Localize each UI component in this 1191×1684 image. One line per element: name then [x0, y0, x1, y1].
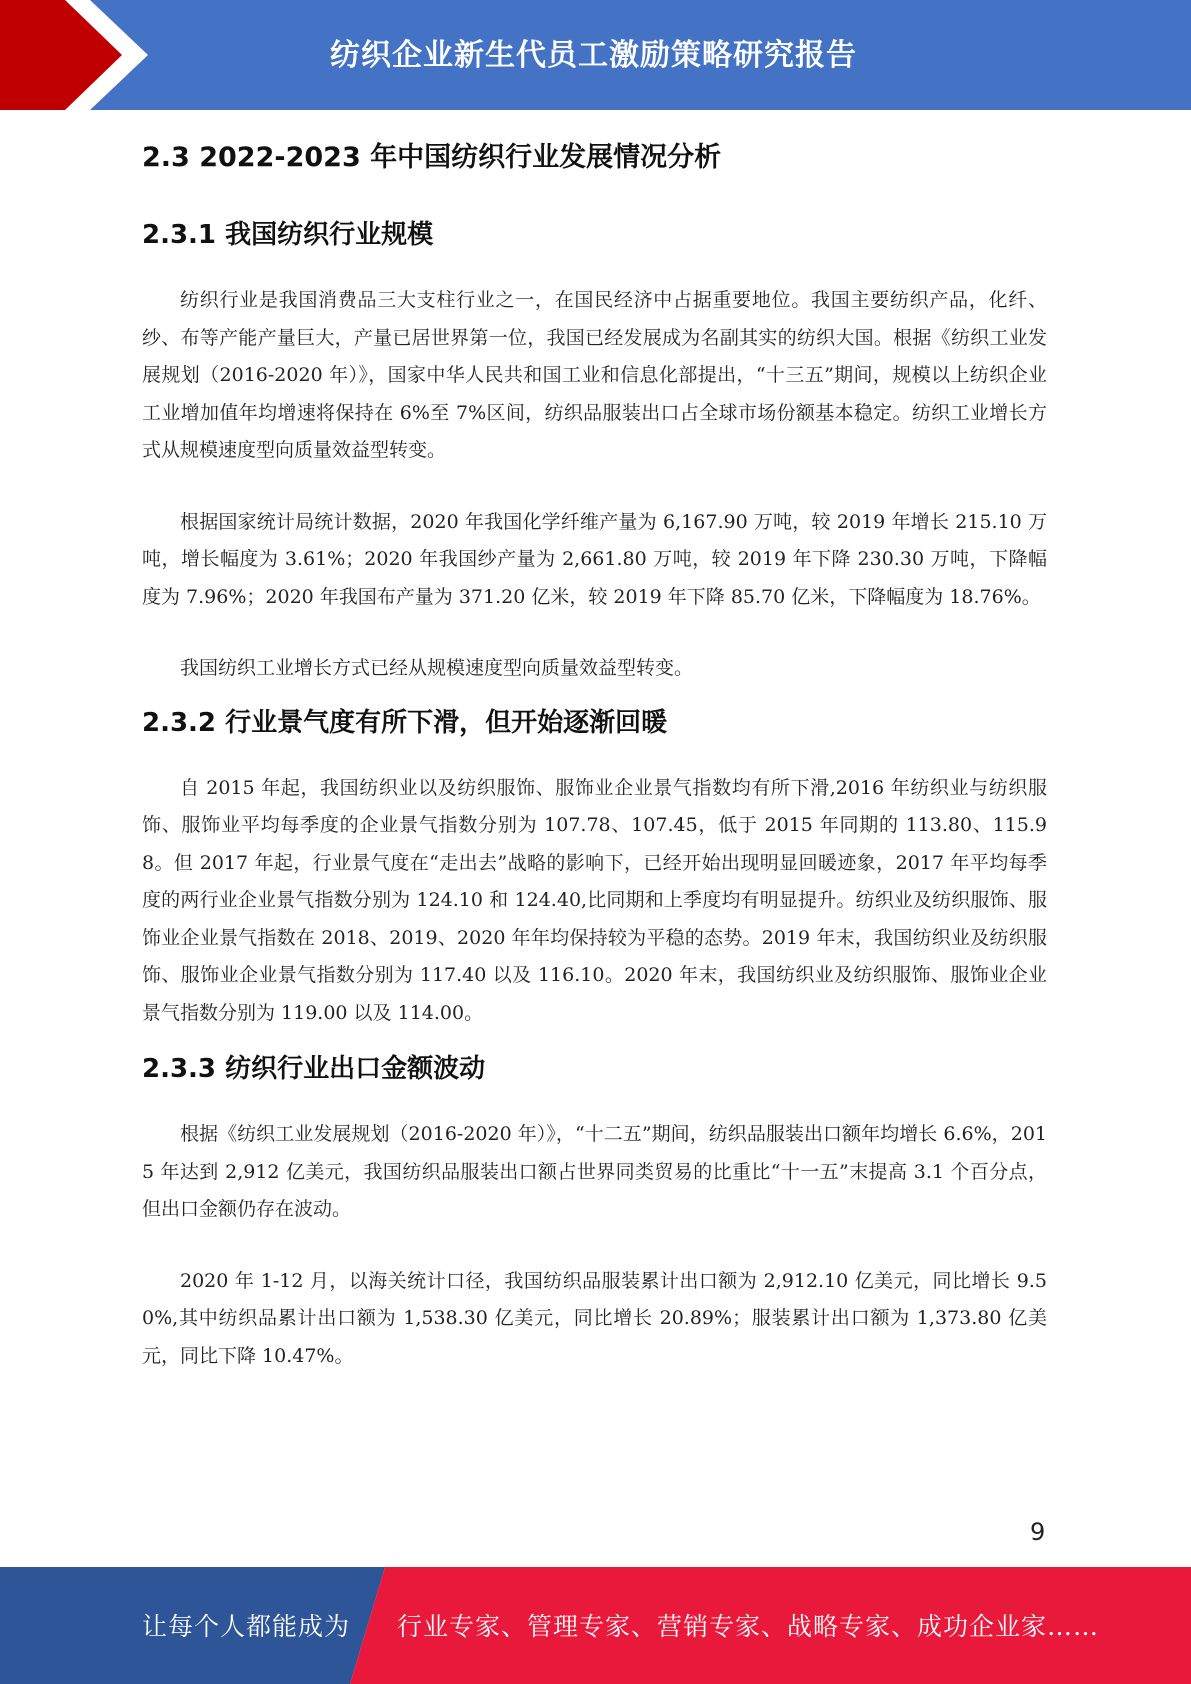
page-footer [0, 1567, 1191, 1684]
page-header [0, 0, 1191, 110]
paragraph: 2020 年 1-12 月，以海关统计口径，我国纺织品服装累计出口额为 2,912.10 亿美元，同比增长 9.50%,其中纺织品累计出口额为 1,538.30 亿美元，同比增长 20.89%；服装累计出口额为 1,373.80 亿美元，同比下降 10.47%。 [142, 1269, 1047, 1367]
main-content [142, 122, 1047, 1409]
paragraph: 纺织行业是我国消费品三大支柱行业之一，在国民经济中占据重要地位。我国主要纺织产品，化纤、纱、布等产能产量巨大，产量已居世界第一位，我国已经发展成为名副其实的纺织大国。根据《纺织工业发展规划（2016-2020 年）》，国家中华人民共和国工业和信息化部提出，“十三五”期间，规模以上纺织企业工业增加值年均增速将保持在 6%至 7%区间，纺织品服装出口占全球市场份额基本稳定。纺织工业增长方式从规模速度型向质量效益型转变。 [142, 289, 1047, 461]
header-title: 纺织企业新生代员工激励策略研究报告 [330, 38, 857, 73]
paragraph: 根据国家统计局统计数据，2020 年我国化学纤维产量为 6,167.90 万吨，较 2019 年增长 215.10 万吨，增长幅度为 3.61%；2020 年我国纱产量为 2,661.80 万吨，较 2019 年下降 230.30 万吨，下降幅度为 7.96%；2020 年我国布产量为 371.20 亿米，较 2019 年下降 85.70 亿米，下降幅度为 18.76%。 [142, 510, 1047, 608]
section-title: 2.3 2022-2023 年中国纺织行业发展情况分析 [142, 142, 722, 173]
subsection-title-3: 2.3.3 纺织行业出口金额波动 [142, 1054, 486, 1084]
subsection-title-1: 2.3.1 我国纺织行业规模 [142, 220, 434, 250]
footer-slogan-left: 让每个人都能成为 [142, 1612, 351, 1641]
page-number: 9 [1030, 1518, 1046, 1546]
paragraph: 根据《纺织工业发展规划（2016-2020 年）》，“十二五”期间，纺织品服装出口额年均增长 6.6%，2015 年达到 2,912 亿美元，我国纺织品服装出口额占世界同类贸易的比重比“十一五”末提高 3.1 个百分点，但出口金额仍存在波动。 [142, 1123, 1047, 1220]
subsection-title-2: 2.3.2 行业景气度有所下滑，但开始逐渐回暖 [142, 707, 668, 738]
paragraph: 自 2015 年起，我国纺织业以及纺织服饰、服饰业企业景气指数均有所下滑,2016 年纺织业与纺织服饰、服饰业平均每季度的企业景气指数分别为 107.78、107.45，低于 2015 年同期的 113.80、115.98。但 2017 年起，行业景气度在“走出去”战略的影响下，已经开始出现明显回暖迹象，2017 年平均每季度的两行业企业景气指数分别为 124.10 和 124.40,比同期和上季度均有明显提升。纺织业及纺织服饰、服饰业企业景气指数在 2018、2019、2020 年年均保持较为平稳的态势。2019 年末，我国纺织业及纺织服饰、服饰业企业景气指数分别为 117.40 以及 116.10。2020 年末，我国纺织业及纺织服饰、服饰业企业景气指数分别为 119.00 以及 114.00。 [142, 776, 1047, 1024]
footer-slogan-right: 行业专家、管理专家、营销专家、战略专家、成功企业家…… [397, 1612, 1100, 1641]
header-arrow-decoration [0, 0, 160, 110]
paragraph: 我国纺织工业增长方式已经从规模速度型向质量效益型转变。 [180, 657, 694, 679]
